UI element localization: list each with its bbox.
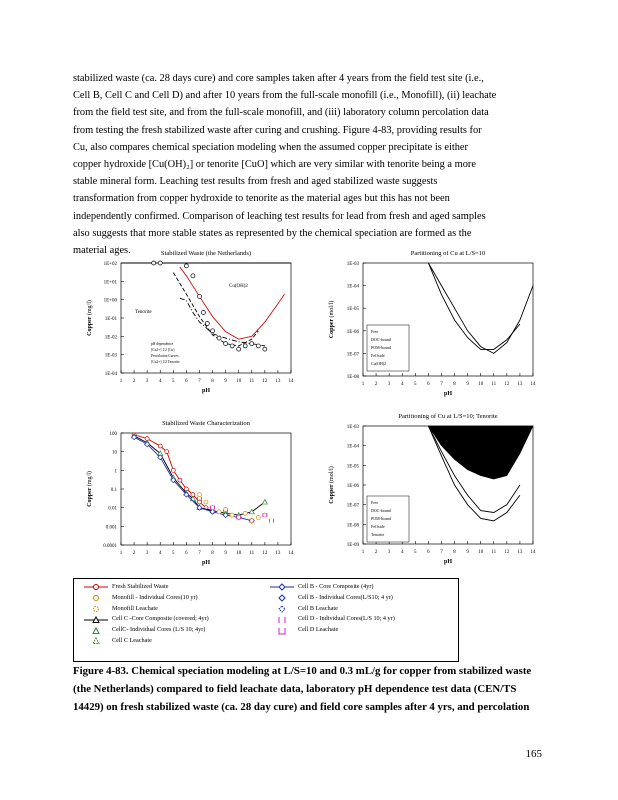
data-point bbox=[217, 336, 221, 340]
y-tick-label: 1E-01 bbox=[104, 317, 117, 322]
legend-item bbox=[84, 593, 274, 604]
y-tick-label: 0.0001 bbox=[103, 544, 117, 549]
legend-label: Fresh Stabilized Waste bbox=[112, 583, 169, 590]
figure-caption bbox=[73, 662, 551, 716]
data-point bbox=[211, 329, 215, 333]
legend-entry: Free bbox=[371, 329, 379, 334]
y-tick-label: 1E-06 bbox=[346, 329, 359, 335]
x-tick-label: 3 bbox=[145, 379, 149, 384]
inner-legend-label: pH dependence bbox=[151, 342, 174, 346]
body-paragraph bbox=[73, 70, 545, 259]
x-tick-label: 12 bbox=[504, 550, 510, 555]
chart-title: Stabilized Waste Characterization bbox=[162, 420, 250, 427]
y-axis-label bbox=[86, 471, 93, 507]
chart-d-panel bbox=[315, 410, 545, 576]
body-line: copper hydroxide [Cu(OH)₂] or tenorite [CuO] which are very similar with tenorite being a more bbox=[73, 159, 476, 171]
figure-legend bbox=[73, 578, 459, 662]
data-point bbox=[256, 515, 260, 519]
y-axis-label-unit: (mol/l) bbox=[329, 300, 335, 318]
x-tick-label: 1 bbox=[119, 379, 123, 384]
x-tick-label: 1 bbox=[119, 551, 123, 556]
x-tick-label: 10 bbox=[236, 551, 242, 556]
legend-item bbox=[84, 625, 274, 636]
y-tick-label: 100 bbox=[109, 432, 117, 437]
data-point bbox=[178, 478, 182, 482]
legend-entry: DOC-bound bbox=[371, 508, 391, 513]
x-tick-label: 1 bbox=[361, 382, 365, 387]
x-tick-label: 7 bbox=[440, 382, 443, 387]
legend-right-column bbox=[270, 582, 460, 636]
x-tick-label: 8 bbox=[453, 550, 456, 555]
x-tick-label: 13 bbox=[275, 379, 281, 384]
y-tick-label: 1E-03 bbox=[346, 425, 359, 430]
caption-line: Figure 4‐83. Chemical speciation modeling at L/S=10 and 0.3 mL/g for copper from stabilized waste bbox=[73, 665, 532, 677]
x-tick-label: 14 bbox=[530, 382, 536, 387]
x-tick-label: 14 bbox=[288, 551, 294, 556]
legend-item bbox=[270, 582, 460, 593]
legend-item bbox=[84, 636, 274, 647]
chart-d-svg bbox=[315, 410, 545, 576]
legend-item bbox=[270, 604, 460, 615]
x-tick-label: 9 bbox=[224, 551, 227, 556]
legend-label: Cell B Leachate bbox=[298, 604, 338, 612]
data-point bbox=[158, 261, 162, 265]
y-axis-label-bold: Copper bbox=[87, 486, 93, 507]
plot-frame bbox=[121, 433, 291, 545]
x-tick-label: 12 bbox=[262, 551, 268, 556]
data-point bbox=[171, 468, 175, 472]
x-tick-label: 13 bbox=[275, 551, 281, 556]
y-axis-label bbox=[328, 301, 335, 338]
x-tick-label: 14 bbox=[530, 550, 536, 555]
chart-b-panel bbox=[315, 245, 545, 405]
data-point bbox=[243, 511, 247, 515]
data-point bbox=[250, 342, 254, 346]
data-point bbox=[237, 347, 241, 351]
data-point bbox=[197, 294, 201, 298]
x-tick-label: 13 bbox=[517, 550, 523, 555]
y-tick-label: 1E-04 bbox=[346, 444, 359, 450]
inner-legend-label: Percolation Curves bbox=[151, 354, 179, 358]
x-tick-label: 7 bbox=[198, 551, 201, 556]
x-axis-label: pH bbox=[443, 559, 453, 565]
legend-entry: POM-bound bbox=[371, 516, 392, 521]
legend-entry: Free bbox=[371, 500, 379, 505]
data-point bbox=[197, 500, 201, 504]
chart-a-svg bbox=[73, 245, 303, 405]
chart-annotation: Cu(OH)2 bbox=[229, 284, 248, 289]
x-tick-label: 8 bbox=[211, 551, 214, 556]
x-tick-label: 9 bbox=[466, 382, 469, 387]
x-axis-label: pH bbox=[201, 388, 211, 394]
y-tick-label: 0.01 bbox=[108, 506, 117, 512]
legend-entry: Cu(OH)2 bbox=[371, 361, 387, 366]
body-line: also suggests that more stable states as represented by the chemical speciation are formed as the bbox=[73, 227, 472, 239]
x-tick-label: 1 bbox=[361, 550, 365, 555]
y-tick-label: 1E-04 bbox=[104, 372, 117, 377]
legend-item bbox=[84, 582, 274, 593]
legend-item bbox=[270, 593, 460, 604]
y-axis-label bbox=[328, 466, 335, 503]
body-line: transformation from copper hydroxide to tenorite as the material ages but this has not been bbox=[73, 193, 450, 205]
y-tick-label: 1E-05 bbox=[346, 464, 359, 470]
chart-title: Partitioning of Cu at L/S=10 bbox=[410, 250, 486, 257]
x-tick-label: 11 bbox=[249, 551, 255, 556]
y-axis-label-unit: (mol/l) bbox=[329, 466, 335, 483]
y-tick-label: 1E-09 bbox=[346, 543, 359, 548]
x-tick-label: 6 bbox=[185, 379, 188, 384]
data-point bbox=[224, 507, 228, 511]
body-line: stable mineral form. Leaching test results from fresh and aged stabilized waste suggests bbox=[73, 176, 438, 188]
y-tick-label: 1E+02 bbox=[103, 262, 117, 267]
data-point bbox=[191, 274, 195, 278]
y-tick-label: 1E+00 bbox=[103, 298, 117, 304]
legend-label: Cell C Leachate bbox=[112, 636, 152, 644]
data-point bbox=[165, 450, 169, 454]
x-tick-label: 11 bbox=[249, 379, 255, 384]
x-tick-label: 4 bbox=[400, 382, 404, 387]
x-tick-label: 2 bbox=[374, 550, 378, 555]
body-line: material ages. bbox=[73, 245, 131, 257]
y-tick-label: 1E-05 bbox=[346, 307, 359, 313]
x-tick-label: 12 bbox=[504, 382, 510, 387]
y-tick-label: 1E-07 bbox=[346, 503, 359, 509]
plot-frame bbox=[121, 263, 291, 373]
x-tick-label: 9 bbox=[466, 550, 469, 555]
legend-label: Cell B - Core Composite (4yr) bbox=[298, 583, 374, 590]
x-tick-label: 10 bbox=[236, 379, 242, 384]
data-point bbox=[263, 513, 267, 517]
y-tick-label: 1E-03 bbox=[104, 353, 117, 359]
x-tick-label: 8 bbox=[211, 379, 214, 384]
y-tick-label: 0.001 bbox=[105, 525, 117, 531]
y-tick-label: 1E-03 bbox=[346, 262, 359, 267]
chart-b-svg bbox=[315, 245, 545, 405]
legend-left-column bbox=[84, 582, 274, 647]
y-axis-label-unit: (mg/l) bbox=[87, 471, 93, 487]
legend-item bbox=[84, 604, 274, 615]
body-line: Cu, also compares chemical speciation modeling when the assumed copper precipitate is either bbox=[73, 141, 469, 153]
y-axis-label-bold: Copper bbox=[329, 317, 335, 339]
legend-entry: Tenorite bbox=[371, 532, 385, 537]
y-tick-label: 1E-04 bbox=[346, 284, 359, 290]
x-tick-label: 2 bbox=[132, 379, 136, 384]
y-axis-label-bold: Copper bbox=[329, 482, 335, 504]
x-axis-label: pH bbox=[201, 560, 211, 566]
chart-annotation: Tenorite bbox=[135, 310, 152, 315]
data-point bbox=[152, 261, 156, 265]
caption-line: (the Netherlands) compared to field leachate data, laboratory pH dependence test data (CEN/TS bbox=[73, 683, 517, 695]
x-tick-label: 5 bbox=[414, 550, 417, 555]
x-tick-label: 10 bbox=[478, 550, 484, 555]
chart-c-svg bbox=[73, 413, 303, 576]
legend-label: Monofill Leachate bbox=[112, 604, 158, 612]
legend-label: CellC- Individual Cores (L/S 10; 4yr) bbox=[112, 626, 206, 634]
y-tick-label: 10 bbox=[112, 450, 117, 456]
y-tick-label: 1E-06 bbox=[346, 484, 359, 489]
data-point bbox=[158, 444, 162, 448]
body-line: from the field test site, and from the full‐scale monofill, and (iii) laboratory column percolation data bbox=[73, 107, 489, 119]
data-point bbox=[211, 506, 215, 510]
legend-entry: FeOxide bbox=[371, 524, 385, 529]
data-point bbox=[184, 264, 188, 268]
data-point bbox=[204, 500, 208, 504]
legend-item bbox=[270, 614, 460, 625]
y-tick-label: 1E-02 bbox=[104, 335, 117, 341]
x-tick-label: 5 bbox=[414, 382, 417, 387]
x-tick-label: 3 bbox=[387, 550, 391, 555]
data-point bbox=[250, 519, 254, 523]
data-point bbox=[224, 342, 228, 346]
x-tick-label: 2 bbox=[374, 382, 378, 387]
chart-a-panel bbox=[73, 245, 303, 405]
x-tick-label: 5 bbox=[172, 379, 175, 384]
x-tick-label: 12 bbox=[262, 379, 268, 384]
legend-item bbox=[270, 625, 460, 636]
x-tick-label: 8 bbox=[453, 382, 456, 387]
data-point bbox=[230, 513, 234, 517]
y-tick-label: 0.1 bbox=[110, 488, 117, 493]
x-tick-label: 3 bbox=[387, 382, 391, 387]
chart-title: Partitioning of Cu at L/S=10; Tenorite bbox=[398, 413, 498, 420]
legend-label: Cell C -Core Composite (covered; 4yr) bbox=[112, 615, 209, 623]
x-tick-label: 3 bbox=[145, 551, 149, 556]
legend-label: Cell D Leachate bbox=[298, 626, 339, 634]
legend-label: Cell B - Individual Cores(L/S10; 4 yr) bbox=[298, 593, 393, 601]
y-axis-label bbox=[86, 300, 93, 336]
legend-entry: DOC-bound bbox=[371, 337, 391, 342]
data-point bbox=[263, 347, 267, 351]
x-tick-label: 4 bbox=[400, 550, 404, 555]
data-point bbox=[217, 510, 221, 514]
chart-title: Stabilized Waste (the Netherlands) bbox=[160, 250, 252, 257]
x-axis-label: pH bbox=[443, 391, 453, 397]
x-tick-label: 6 bbox=[185, 551, 188, 556]
x-tick-label: 9 bbox=[224, 379, 227, 384]
body-line: Cell B, Cell C and Cell D) and after 10 years from the full‐scale monofill (i.e., Monofill), (ii) leachate bbox=[73, 90, 497, 102]
x-tick-label: 7 bbox=[198, 379, 201, 384]
legend-label: Monofill - Individual Cores(10 yr) bbox=[112, 593, 198, 601]
x-tick-label: 6 bbox=[427, 382, 430, 387]
data-point bbox=[243, 344, 247, 348]
data-point bbox=[230, 344, 234, 348]
legend-item bbox=[84, 614, 274, 625]
data-point bbox=[237, 515, 241, 519]
page-number: 165 bbox=[525, 748, 542, 760]
y-axis-label-unit: (mg/l) bbox=[87, 300, 93, 316]
x-tick-label: 6 bbox=[427, 550, 430, 555]
body-line: stabilized waste (ca. 28 days cure) and core samples taken after 4 years from the field test site (i.e., bbox=[73, 73, 484, 84]
caption-line: 14429) on fresh stabilized waste (ca. 28 day cure) and field core samples after 4 yrs, and percolation bbox=[73, 701, 530, 713]
body-line: from testing the fresh stabilized waste after curing and crushing. Figure 4‐83, providing results for bbox=[73, 124, 482, 136]
x-tick-label: 7 bbox=[440, 550, 443, 555]
x-tick-label: 11 bbox=[491, 550, 497, 555]
inner-legend-label: [Cu2+] 1/2 [Cu] bbox=[151, 348, 175, 352]
data-point bbox=[201, 310, 205, 314]
y-tick-label: 1E-08 bbox=[346, 375, 359, 380]
data-point bbox=[205, 322, 209, 326]
x-tick-label: 2 bbox=[132, 551, 136, 556]
x-tick-label: 13 bbox=[517, 382, 523, 387]
legend-label: Cell D - Individual Cores(L/S 10; 4 yr) bbox=[298, 615, 395, 623]
legend-entry: POM-bound bbox=[371, 345, 392, 350]
body-line: independently confirmed. Comparison of leaching test results for lead from fresh and aged samples bbox=[73, 210, 486, 222]
x-tick-label: 4 bbox=[158, 379, 162, 384]
y-tick-label: 1 bbox=[114, 469, 117, 475]
y-axis-label-bold: Copper bbox=[87, 315, 93, 336]
x-tick-label: 11 bbox=[491, 382, 497, 387]
y-tick-label: 1E-08 bbox=[346, 523, 359, 529]
data-point bbox=[197, 493, 201, 497]
legend-entry: FeOxide bbox=[371, 353, 385, 358]
chart-c-panel bbox=[73, 413, 303, 576]
x-tick-label: 10 bbox=[478, 382, 484, 387]
data-point bbox=[256, 344, 260, 348]
y-tick-label: 1E-07 bbox=[346, 352, 359, 358]
y-tick-label: 1E+01 bbox=[103, 280, 117, 286]
inner-legend-label: [Cu2+] 1/2 Tenorite bbox=[151, 360, 180, 364]
x-tick-label: 5 bbox=[172, 551, 175, 556]
x-tick-label: 14 bbox=[288, 379, 294, 384]
x-tick-label: 4 bbox=[158, 551, 162, 556]
